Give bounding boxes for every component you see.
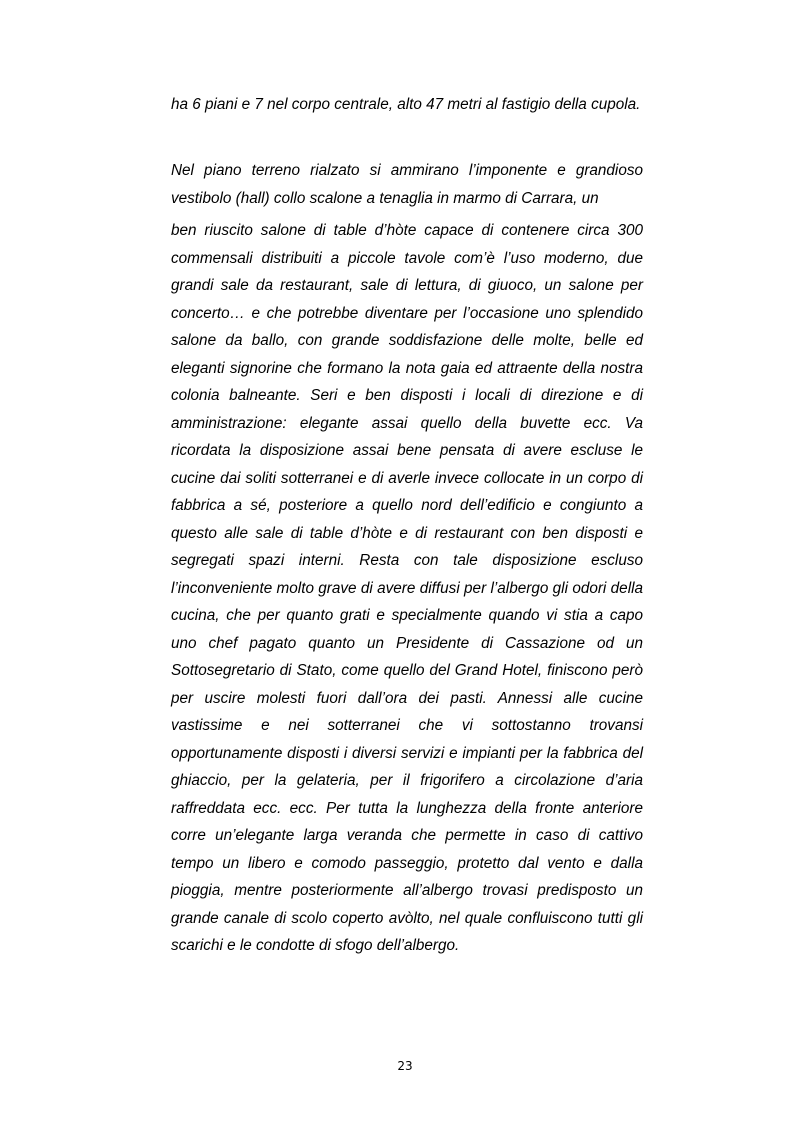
paragraph-text: ben riuscito salone di table d’hòte capace di contenere circa 300 commensali distribuiti a piccole tavole com’è l’uso moderno, due grandi sale da restaurant, sale di lettura, di giuoco, un salone per concerto… e che potrebbe diventare per l’occasione uno splendido salone da ballo, con grande soddisfazione delle molte, belle ed eleganti signorine che formano la nota gaia ed attraente della nostra colonia balneante. Seri e ben disposti i locali di direzione e di amministrazione: elegante assai quello della buvette ecc. Va ricordata la disposizione assai bene pensata di avere escluse le cucine dai soliti sotterranei e di averle invece collocate in un corpo di fabbrica a sé, posteriore a quello nord dell’edificio e congiunto a questo alle sale di table d’hòte e di restaurant con ben disposti e segregati spazi interni. Resta con tale disposizione escluso l’inconveniente molto grave di avere diffusi per l’albergo gli odori della cucina, che per quanto grati e specialmente quando vi stia a capo uno chef pagato quanto un Presidente di Cassazione od un Sottosegretario di Stato, come quello del Grand Hotel, finiscono però per uscire molesti fuori dall’ora dei pasti. Annessi alle cucine vastissime e nei sotterranei che vi sottostanno trovansi opportunamente disposti i diversi servizi e impianti per la fabbrica del ghiaccio, per la gelateria, per il frigorifero a circolazione d’aria raffreddata ecc. ecc. Per tutta la lunghezza della fronte anteriore corre un’elegante larga veranda che permette in caso di cattivo tempo un libero e comodo passeggio, protetto dal vento e dalla pioggia, mentre posteriormente all’albergo trovasi predisposto un grande canale di scolo coperto avòlto, nel quale confluiscono tutti gli scarichi e le condotte di sfogo dell’albergo. (171, 222, 643, 954)
paragraph-text: Nel piano terreno rialzato si ammirano l’imponente e grandioso vestibolo (hall) collo scalone a tenaglia in marmo di Carrara, un (171, 162, 643, 207)
paragraph-text: ha 6 piani e 7 nel corpo centrale, alto 47 metri al fastigio della cupola. (171, 96, 641, 113)
page-number: 23 (397, 1059, 413, 1073)
